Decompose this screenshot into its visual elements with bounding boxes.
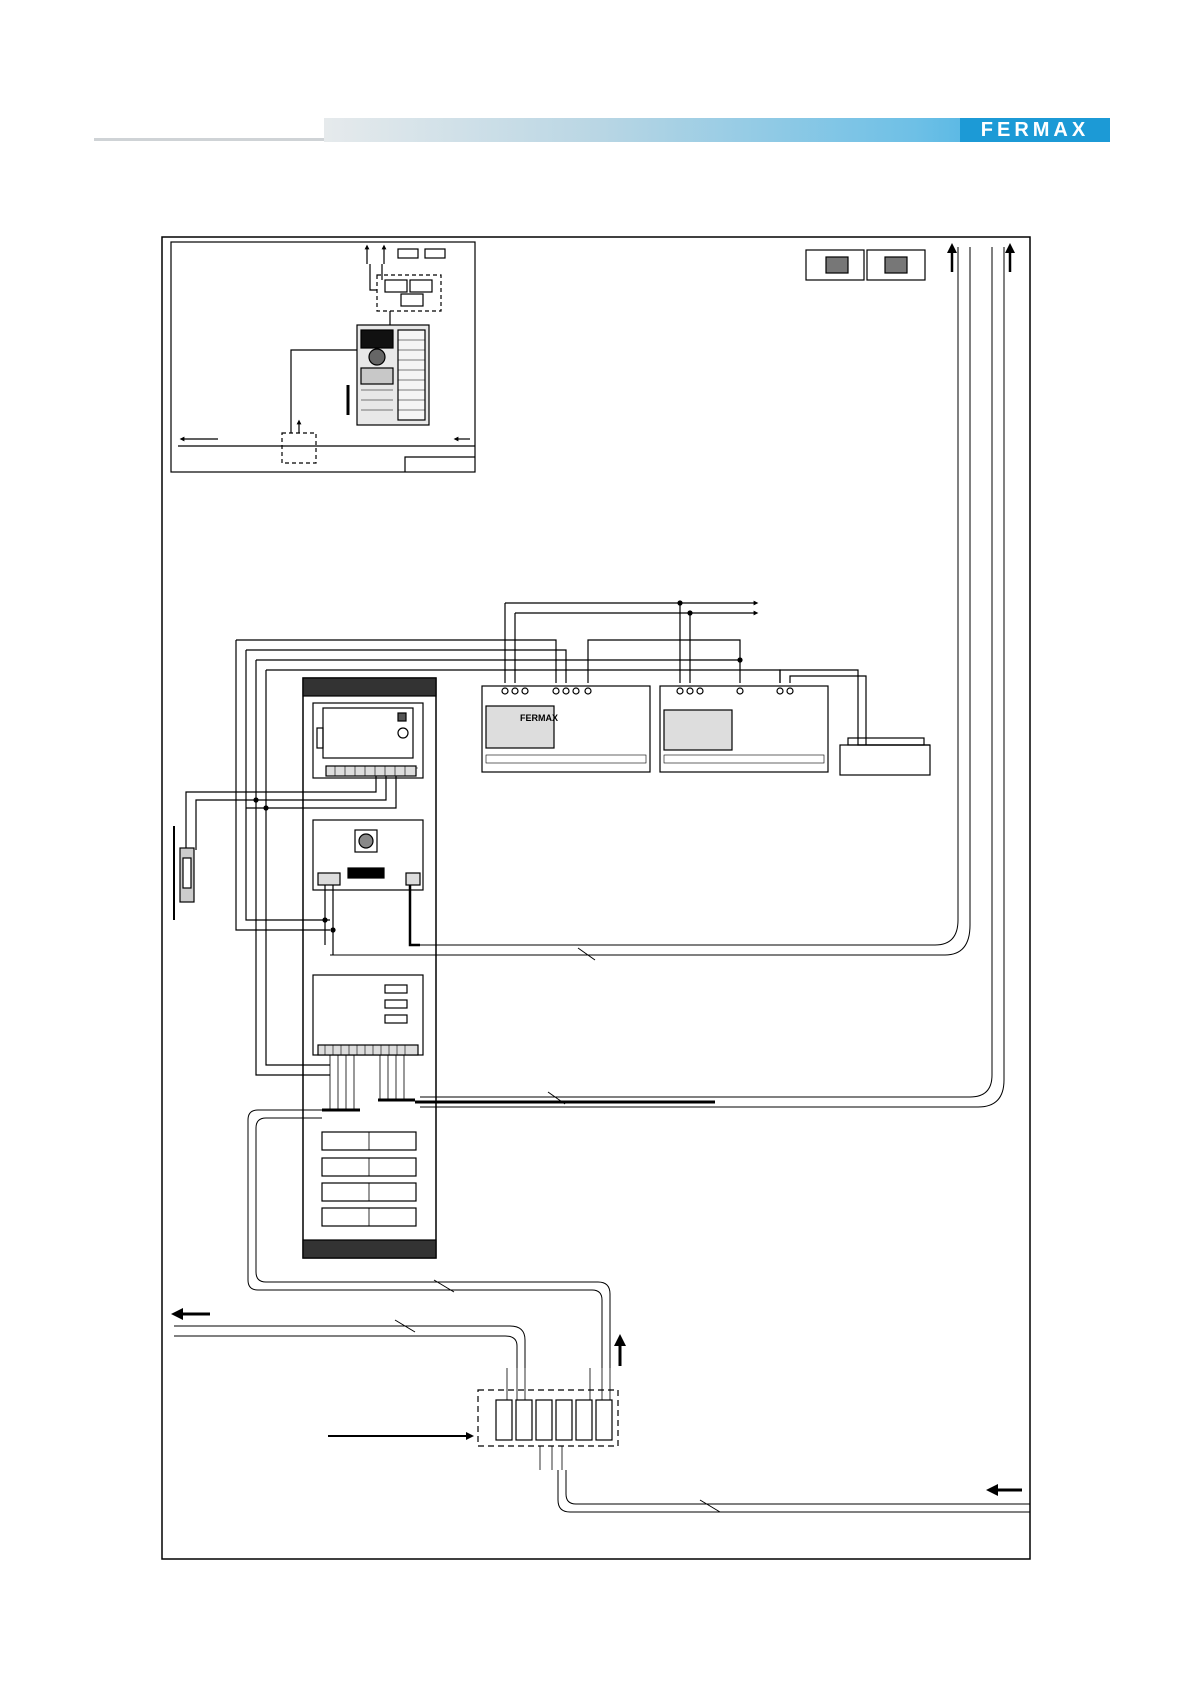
call-button-modules xyxy=(322,1132,416,1226)
distributor-icon xyxy=(660,686,828,772)
transformer-icon xyxy=(840,738,930,775)
push-button-panel-icon xyxy=(313,975,423,1055)
overview-inset xyxy=(171,242,475,472)
camera-module-icon xyxy=(313,820,423,890)
monitor-icons xyxy=(806,250,925,280)
diagram-frame xyxy=(162,237,1030,1559)
power-supply-brand-label: FERMAX xyxy=(520,713,558,723)
distribution-box xyxy=(478,1368,618,1470)
amplifier-module xyxy=(313,703,423,778)
power-supply-icon xyxy=(482,686,650,772)
brand-logo: FERMAX xyxy=(960,118,1110,142)
electric-lock-icon xyxy=(174,826,194,920)
overview-panel-icon xyxy=(348,325,429,425)
